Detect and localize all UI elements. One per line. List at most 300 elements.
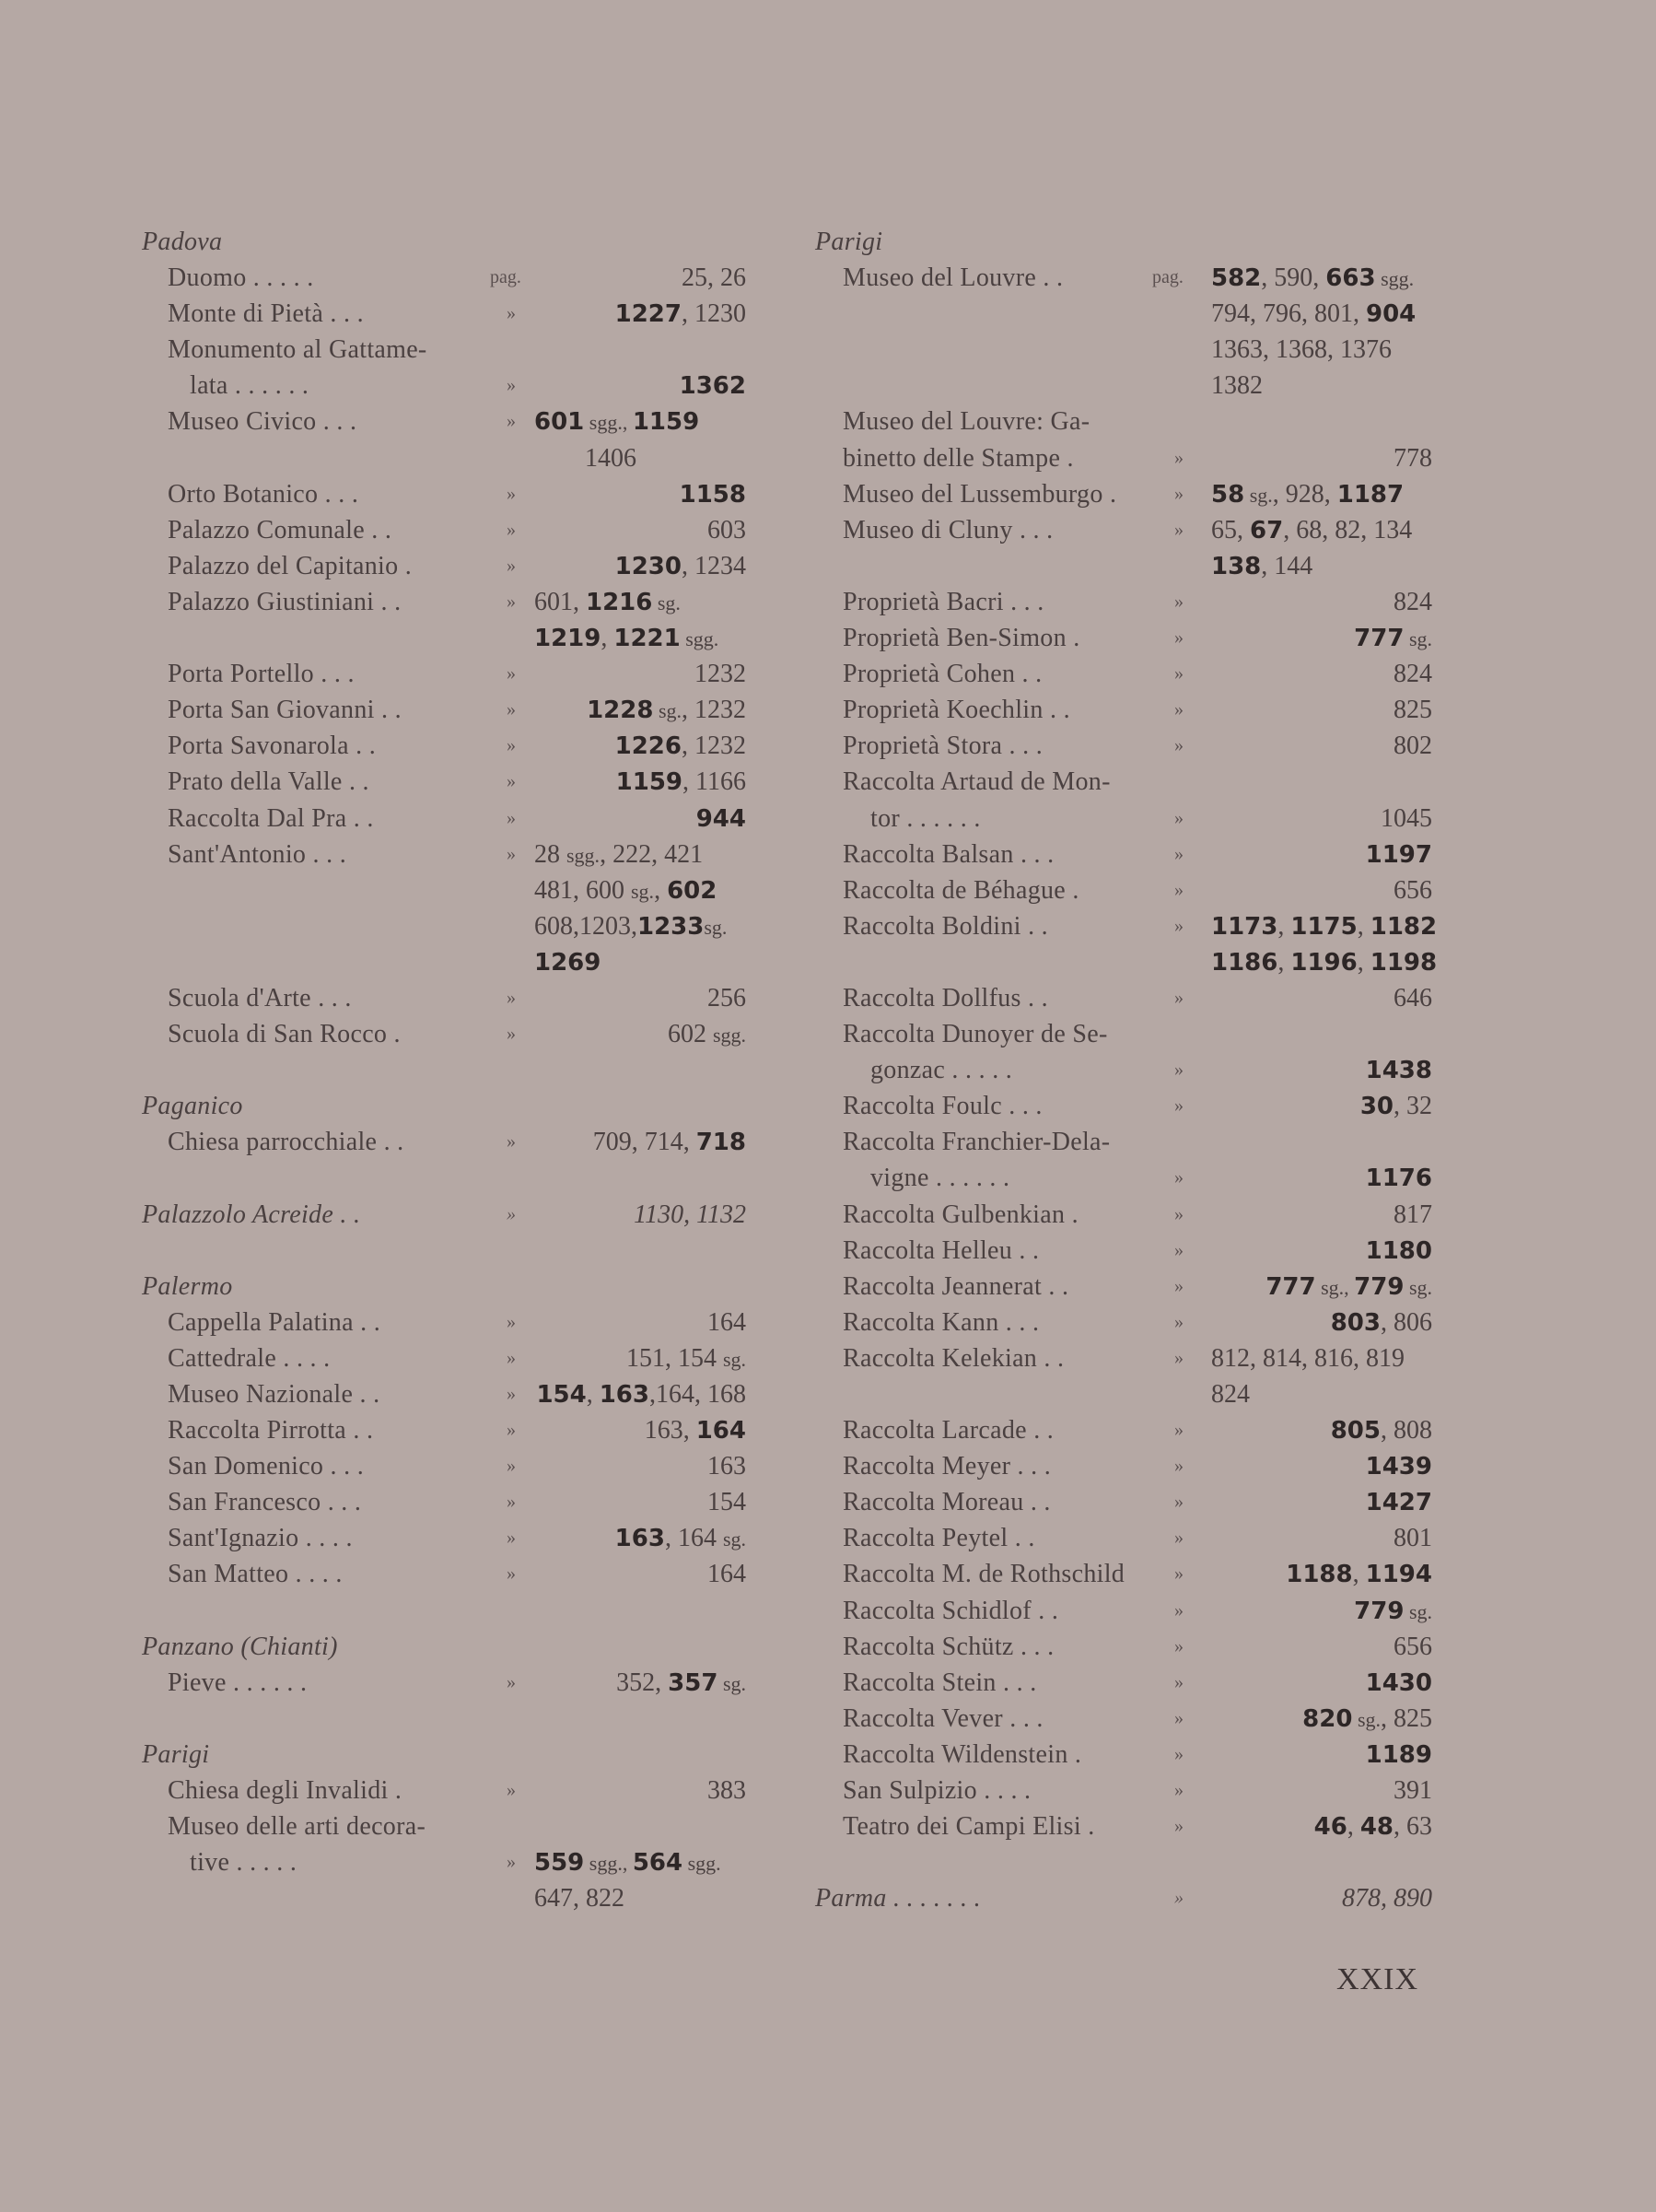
entry-label	[168, 801, 374, 837]
bold-page-number: 601	[534, 408, 585, 437]
entry-label	[843, 728, 1043, 764]
leader-dots: . . .	[306, 839, 347, 869]
page-reference-mark: »	[1174, 1420, 1184, 1441]
bold-page-number: 1158	[679, 480, 746, 509]
page-reference-mark: »	[1174, 1635, 1184, 1656]
entry-label	[843, 1808, 1095, 1844]
page-numbers	[1366, 1484, 1432, 1521]
leader-dots: .	[1066, 624, 1080, 653]
leader-dots: .	[388, 1776, 402, 1806]
entry-label-text: Raccolta Kelekian	[843, 1343, 1038, 1373]
page-number-text: sg.	[1404, 1275, 1432, 1299]
page-number-text: 1363, 1368, 1376	[1211, 335, 1392, 365]
page-number-text: ,	[1352, 1560, 1366, 1589]
index-entry	[806, 1233, 1451, 1269]
page-number-text: 656	[1394, 875, 1432, 905]
leader-dots: .	[1060, 443, 1074, 473]
page-reference-mark: »	[1174, 843, 1184, 864]
page-number-text: 352,	[616, 1668, 669, 1697]
leader-dots: .	[1102, 479, 1117, 509]
page-number-text: 1130, 1132	[634, 1200, 746, 1229]
page-numbers	[1394, 1773, 1432, 1808]
entry-label	[168, 548, 412, 584]
page-number-text: 164	[707, 1307, 746, 1337]
page-reference-mark: »	[1174, 1167, 1184, 1188]
page-number-text: sgg.,	[584, 411, 633, 435]
page-reference-mark: »	[507, 1780, 516, 1801]
page-number-text: 794, 796, 801,	[1211, 299, 1366, 329]
entry-label	[168, 837, 346, 872]
page-numbers	[1366, 1665, 1432, 1702]
entry-label-text: Raccolta Moreau	[843, 1488, 1024, 1517]
leader-dots: . .	[1043, 696, 1070, 725]
index-entry	[806, 1520, 1451, 1556]
page-numbers	[534, 944, 601, 981]
leader-dots: . . .	[313, 660, 355, 689]
entry-label	[168, 1376, 379, 1412]
index-entry	[138, 764, 764, 800]
bold-page-number: 1221	[613, 625, 681, 653]
bold-page-number: 777	[1265, 1272, 1316, 1301]
page-numbers	[1394, 692, 1432, 728]
bold-page-number: 163	[599, 1381, 649, 1409]
continuation-line	[138, 620, 764, 656]
page-number-text: ,	[1277, 911, 1291, 941]
page-numbers	[1366, 1052, 1432, 1089]
page-number-text: 778	[1394, 443, 1432, 473]
index-entry	[806, 1665, 1451, 1701]
index-entry	[806, 440, 1451, 476]
entry-label-text: Porta Portello	[168, 660, 314, 689]
continuation-line	[806, 944, 1451, 980]
blank-line	[138, 1052, 764, 1088]
entry-label-text: Palazzo Comunale	[168, 515, 365, 544]
page-number-text: sg.	[631, 879, 655, 903]
entry-label	[843, 656, 1042, 692]
page-reference-mark: »	[507, 771, 516, 792]
page-number-text: 802	[1394, 731, 1432, 761]
entry-label-text: Pieve	[168, 1668, 227, 1697]
page-reference-mark: »	[1174, 1347, 1184, 1368]
page-reference-mark: »	[1174, 663, 1184, 685]
bold-page-number: 1438	[1365, 1057, 1432, 1085]
entry-label-text: Sant'Antonio	[168, 839, 307, 869]
page-reference-mark: »	[507, 303, 516, 324]
blank-line	[138, 1701, 764, 1737]
continuation-line	[138, 908, 764, 944]
index-entry	[806, 1412, 1451, 1448]
page-number-text: 817	[1394, 1200, 1432, 1229]
page-reference-mark: »	[507, 807, 516, 828]
page-number-text: sg.	[722, 1527, 746, 1551]
index-entry	[138, 1376, 764, 1412]
page-numbers	[696, 801, 746, 837]
index-entry	[138, 584, 764, 620]
entry-label-text: Monumento al Gattame-	[168, 335, 427, 365]
page-number-text: 602	[667, 1020, 713, 1049]
index-entry	[806, 404, 1451, 439]
page-reference-mark: »	[507, 1456, 516, 1477]
leader-dots: . . .	[1003, 587, 1044, 616]
bold-page-number: 30	[1359, 1093, 1394, 1121]
entry-label-text: Raccolta Meyer	[843, 1452, 1011, 1481]
entry-label	[843, 1305, 1039, 1340]
entry-label-text: Raccolta Larcade	[843, 1416, 1027, 1445]
index-entry	[138, 404, 764, 439]
place-name	[142, 1737, 209, 1773]
entry-label	[168, 404, 356, 439]
page-numbers	[616, 764, 746, 801]
index-entry	[806, 1701, 1451, 1737]
bold-page-number: 164	[695, 1417, 746, 1445]
bold-page-number: 1219	[534, 625, 601, 653]
entry-label-text: San Domenico	[168, 1452, 324, 1481]
bold-page-number: 138	[1211, 552, 1262, 580]
leader-dots: . . .	[318, 479, 359, 509]
page-numbers	[536, 1376, 746, 1413]
index-entry	[806, 1629, 1451, 1665]
bold-page-number: 779	[1354, 1272, 1405, 1301]
leader-dots: . . . . . .	[226, 1668, 308, 1697]
blank-line	[138, 1593, 764, 1629]
entry-label-text: Porta Savonarola	[168, 731, 349, 761]
page-reference-mark: »	[1174, 627, 1184, 649]
page-numbers	[1394, 440, 1432, 476]
entry-label-text: Raccolta Dal Pra	[168, 803, 347, 833]
page-number-text: sg.	[1404, 1599, 1432, 1623]
page-reference-mark: »	[507, 1203, 516, 1224]
page-number-text: , 590,	[1261, 263, 1326, 293]
continuation-line	[806, 1376, 1451, 1412]
entry-label	[843, 1701, 1044, 1737]
place-heading	[138, 1629, 764, 1665]
entry-label-text: gonzac	[870, 1056, 946, 1085]
index-entry	[138, 1016, 764, 1052]
index-entry	[138, 837, 764, 872]
entry-label-text: Museo di Cluny	[843, 515, 1013, 544]
page-numbers	[1331, 1305, 1432, 1341]
entry-label	[168, 512, 391, 548]
index-entry	[138, 1556, 764, 1592]
page-numbers	[534, 404, 699, 440]
entry-label	[843, 1593, 1058, 1629]
entry-label-text: Scuola d'Arte	[168, 983, 311, 1012]
entry-label-text: Museo Nazionale	[168, 1380, 354, 1409]
page-numbers	[680, 368, 746, 404]
entry-label-text: Proprietà Stora	[843, 731, 1003, 761]
page-number-text: 1045	[1381, 803, 1432, 833]
leader-dots: . .	[1023, 1488, 1051, 1517]
place-name	[815, 224, 882, 260]
index-entry	[806, 1197, 1451, 1233]
page-reference-mark: pag.	[1152, 267, 1184, 288]
page-number-text: 812, 814, 816, 819	[1211, 1343, 1405, 1373]
bold-page-number: 1269	[534, 948, 601, 977]
page-numbers	[1360, 1088, 1432, 1125]
page-numbers	[1394, 656, 1432, 692]
entry-label	[843, 512, 1053, 548]
bold-page-number: 1175	[1290, 912, 1358, 941]
bold-page-number: 48	[1359, 1813, 1394, 1842]
index-entry	[806, 692, 1451, 728]
index-column-right	[806, 224, 1451, 1916]
index-entry	[806, 1052, 1451, 1088]
bold-page-number: 1362	[679, 372, 746, 401]
index-entry	[806, 1269, 1451, 1305]
page-reference-mark: »	[1174, 1599, 1184, 1621]
page-number-text: sg.,	[1315, 1275, 1355, 1299]
page-numbers	[1394, 1629, 1432, 1665]
page-numbers	[534, 584, 681, 621]
leader-dots: . . . .	[298, 1524, 353, 1553]
entry-label	[843, 1484, 1051, 1520]
leader-dots: . .	[1042, 1271, 1069, 1301]
entry-label-text: Palazzo del Capitanio	[168, 551, 399, 580]
page-number-text: 603	[707, 515, 746, 544]
page-number-text: 163,	[644, 1416, 696, 1445]
leader-dots: . .	[333, 1200, 361, 1229]
leader-dots: . .	[348, 731, 377, 761]
page-number-text: , 808	[1381, 1416, 1432, 1445]
page-numbers	[707, 1484, 746, 1520]
entry-label-text: San Sulpizio	[843, 1776, 977, 1806]
place-name	[142, 1088, 243, 1124]
entry-label-text: Raccolta de Béhague	[843, 875, 1067, 905]
entry-label	[168, 980, 352, 1016]
leader-dots: . .	[1020, 911, 1048, 941]
page-numbers	[1314, 1808, 1432, 1845]
leader-dots: . .	[374, 696, 402, 725]
page-numbers	[1394, 980, 1432, 1016]
page-reference-mark: »	[507, 663, 516, 685]
bold-page-number: 1227	[614, 300, 682, 329]
page-numbers	[534, 872, 717, 909]
entry-label	[168, 1808, 426, 1844]
page-number-text: ,	[1277, 947, 1291, 977]
index-entry	[138, 980, 764, 1016]
leader-dots: . . .	[1013, 1632, 1055, 1661]
page-reference-mark: »	[1174, 1239, 1184, 1260]
index-entry	[806, 1305, 1451, 1340]
page-number-text: 1406	[585, 443, 636, 473]
page-reference-mark: »	[507, 519, 516, 540]
entry-label-text: Palazzolo Acreide	[142, 1200, 334, 1229]
page-reference-mark: »	[1174, 1707, 1184, 1728]
page-numbers	[1354, 1593, 1432, 1630]
bold-page-number: 805	[1330, 1417, 1381, 1445]
page-number-text: 163	[707, 1452, 746, 1481]
entry-label-text: Porta San Giovanni	[168, 696, 375, 725]
entry-label-text: Parma	[815, 1884, 887, 1914]
entry-label-text: Orto Botanico	[168, 479, 319, 509]
page-number-text: sg.	[704, 915, 728, 939]
index-entry	[806, 1340, 1451, 1376]
page-numbers	[1211, 332, 1392, 368]
page-reference-mark: »	[1174, 1456, 1184, 1477]
entry-label	[870, 1160, 1009, 1196]
page-reference-mark: »	[507, 735, 516, 756]
bold-page-number: 1216	[586, 588, 653, 616]
entry-label	[843, 980, 1048, 1016]
bold-page-number: 1159	[615, 768, 683, 797]
page-reference-mark: »	[1174, 483, 1184, 504]
index-entry	[806, 1593, 1451, 1629]
bold-page-number: 1189	[1365, 1740, 1432, 1769]
continuation-line	[806, 332, 1451, 368]
page-numbers	[534, 1844, 721, 1881]
entry-label	[843, 1197, 1079, 1233]
entry-label	[168, 1340, 330, 1376]
leader-dots: . .	[353, 1380, 380, 1409]
bold-page-number: 779	[1354, 1597, 1405, 1625]
page-numbers	[534, 908, 727, 945]
entry-label	[843, 908, 1048, 944]
continuation-line	[138, 440, 764, 476]
index-entry	[138, 296, 764, 332]
page-reference-mark: »	[507, 1347, 516, 1368]
page-number-text: 391	[1394, 1776, 1432, 1806]
entry-label	[870, 1052, 1012, 1088]
index-entry	[138, 260, 764, 296]
page-reference-mark: »	[507, 555, 516, 576]
page-number-text: , 825	[1381, 1703, 1432, 1733]
page-numbers	[1211, 944, 1437, 981]
page-reference-mark: »	[1174, 1492, 1184, 1513]
page-number-text: 1382	[1211, 371, 1263, 401]
index-entry	[138, 1484, 764, 1520]
index-entry	[138, 332, 764, 368]
page-reference-mark: »	[507, 1852, 516, 1873]
page-numbers	[587, 692, 746, 729]
place-heading	[806, 224, 1451, 260]
page-numbers	[1331, 1412, 1432, 1449]
blank-line	[806, 1844, 1451, 1880]
page-numbers	[1211, 476, 1404, 513]
entry-label	[168, 1305, 380, 1340]
entry-label-text: Raccolta Peytel	[843, 1524, 1009, 1553]
page-reference-mark: »	[507, 375, 516, 396]
page-number-text: sgg.	[1375, 267, 1415, 291]
page-number-text: sgg.,	[584, 1852, 633, 1876]
leader-dots: . . .	[316, 407, 357, 437]
page-number-text: ,	[586, 1380, 600, 1409]
bold-page-number: 1180	[1365, 1236, 1432, 1265]
index-column-left	[138, 224, 764, 1916]
page-reference-mark: »	[507, 1024, 516, 1045]
entry-label	[168, 260, 314, 296]
leader-dots: . . .	[321, 1488, 362, 1517]
page-reference-mark: »	[507, 1492, 516, 1513]
entry-label-text: Museo del Lussemburgo	[843, 479, 1103, 509]
leader-dots: . .	[1008, 1524, 1035, 1553]
leader-dots: . . .	[310, 983, 352, 1012]
page-numbers	[534, 620, 718, 657]
place-name	[142, 1197, 360, 1233]
page-numbers	[680, 476, 746, 513]
page-reference-mark: »	[507, 987, 516, 1008]
page-number-text: 601,	[534, 587, 586, 616]
entry-label-text: Chiesa parrocchiale	[168, 1128, 378, 1157]
page-numbers	[1211, 368, 1263, 404]
entry-label-text: Raccolta Schidlof	[843, 1596, 1032, 1625]
entry-label	[168, 584, 401, 620]
page-reference-mark: »	[507, 1311, 516, 1332]
leader-dots: . . . .	[976, 1776, 1032, 1806]
bold-page-number: 1430	[1365, 1668, 1432, 1697]
bold-page-number: 582	[1211, 264, 1262, 293]
page-numbers	[1394, 584, 1432, 620]
index-entry	[806, 908, 1451, 944]
index-entry	[806, 656, 1451, 692]
entry-label	[168, 1412, 373, 1448]
page-number-text: , 1232	[682, 696, 746, 725]
page-reference-mark: »	[1174, 1311, 1184, 1332]
leader-dots: . . .	[1013, 839, 1055, 869]
entry-label	[843, 620, 1080, 656]
blank-line	[138, 1233, 764, 1269]
bold-page-number: 67	[1250, 516, 1284, 544]
page-reference-mark: »	[1174, 1743, 1184, 1764]
entry-label	[870, 801, 981, 837]
index-entry	[138, 548, 764, 584]
page-number-text: ,	[654, 875, 668, 905]
entry-label	[843, 1340, 1064, 1376]
bold-page-number: 602	[667, 876, 717, 905]
entry-label	[168, 1124, 403, 1160]
entry-label-text: Raccolta Balsan	[843, 839, 1014, 869]
bold-page-number: 46	[1313, 1813, 1347, 1842]
page-reference-mark: »	[1174, 987, 1184, 1008]
index-entry	[806, 872, 1451, 908]
entry-label-text: Raccolta Pirrotta	[168, 1416, 347, 1445]
page-numbers	[1286, 1556, 1432, 1593]
index-entry	[138, 1124, 764, 1160]
page-reference-mark: »	[1174, 591, 1184, 612]
page-numbers	[634, 1197, 746, 1233]
entry-label	[843, 1088, 1043, 1124]
entry-label-text: Proprietà Koechlin	[843, 696, 1044, 725]
index-entry	[138, 1448, 764, 1484]
index-entry	[138, 512, 764, 548]
index-entry	[806, 1160, 1451, 1196]
leader-dots: . .	[1026, 1416, 1055, 1445]
page-reference-mark: »	[1174, 1095, 1184, 1117]
index-entry	[806, 1556, 1451, 1592]
bold-page-number: 1196	[1290, 948, 1358, 977]
page-numbers	[1366, 1737, 1432, 1773]
bold-page-number: 559	[534, 1849, 585, 1878]
entry-label-text: Raccolta Helleu	[843, 1235, 1013, 1265]
leader-dots: . . . . .	[246, 263, 314, 293]
page-reference-mark: »	[1174, 1275, 1184, 1296]
page-numbers	[707, 512, 746, 548]
page-number-text: sg.	[652, 591, 681, 614]
index-entry	[806, 801, 1451, 837]
index-entry	[806, 1484, 1451, 1520]
page-number-text: 28	[534, 839, 566, 869]
index-entry	[806, 728, 1451, 764]
index-entry	[806, 476, 1451, 512]
page-number-text: , 1230	[682, 299, 746, 329]
page-reference-mark: »	[1174, 447, 1184, 468]
bold-page-number: 1188	[1286, 1561, 1353, 1589]
place-name	[142, 1269, 233, 1305]
page-reference-mark: »	[1174, 1527, 1184, 1549]
entry-label-text: tor	[870, 803, 901, 833]
index-entry	[806, 1124, 1451, 1160]
bold-page-number: 718	[695, 1129, 746, 1157]
entry-label-text: Raccolta Kann	[843, 1307, 999, 1337]
